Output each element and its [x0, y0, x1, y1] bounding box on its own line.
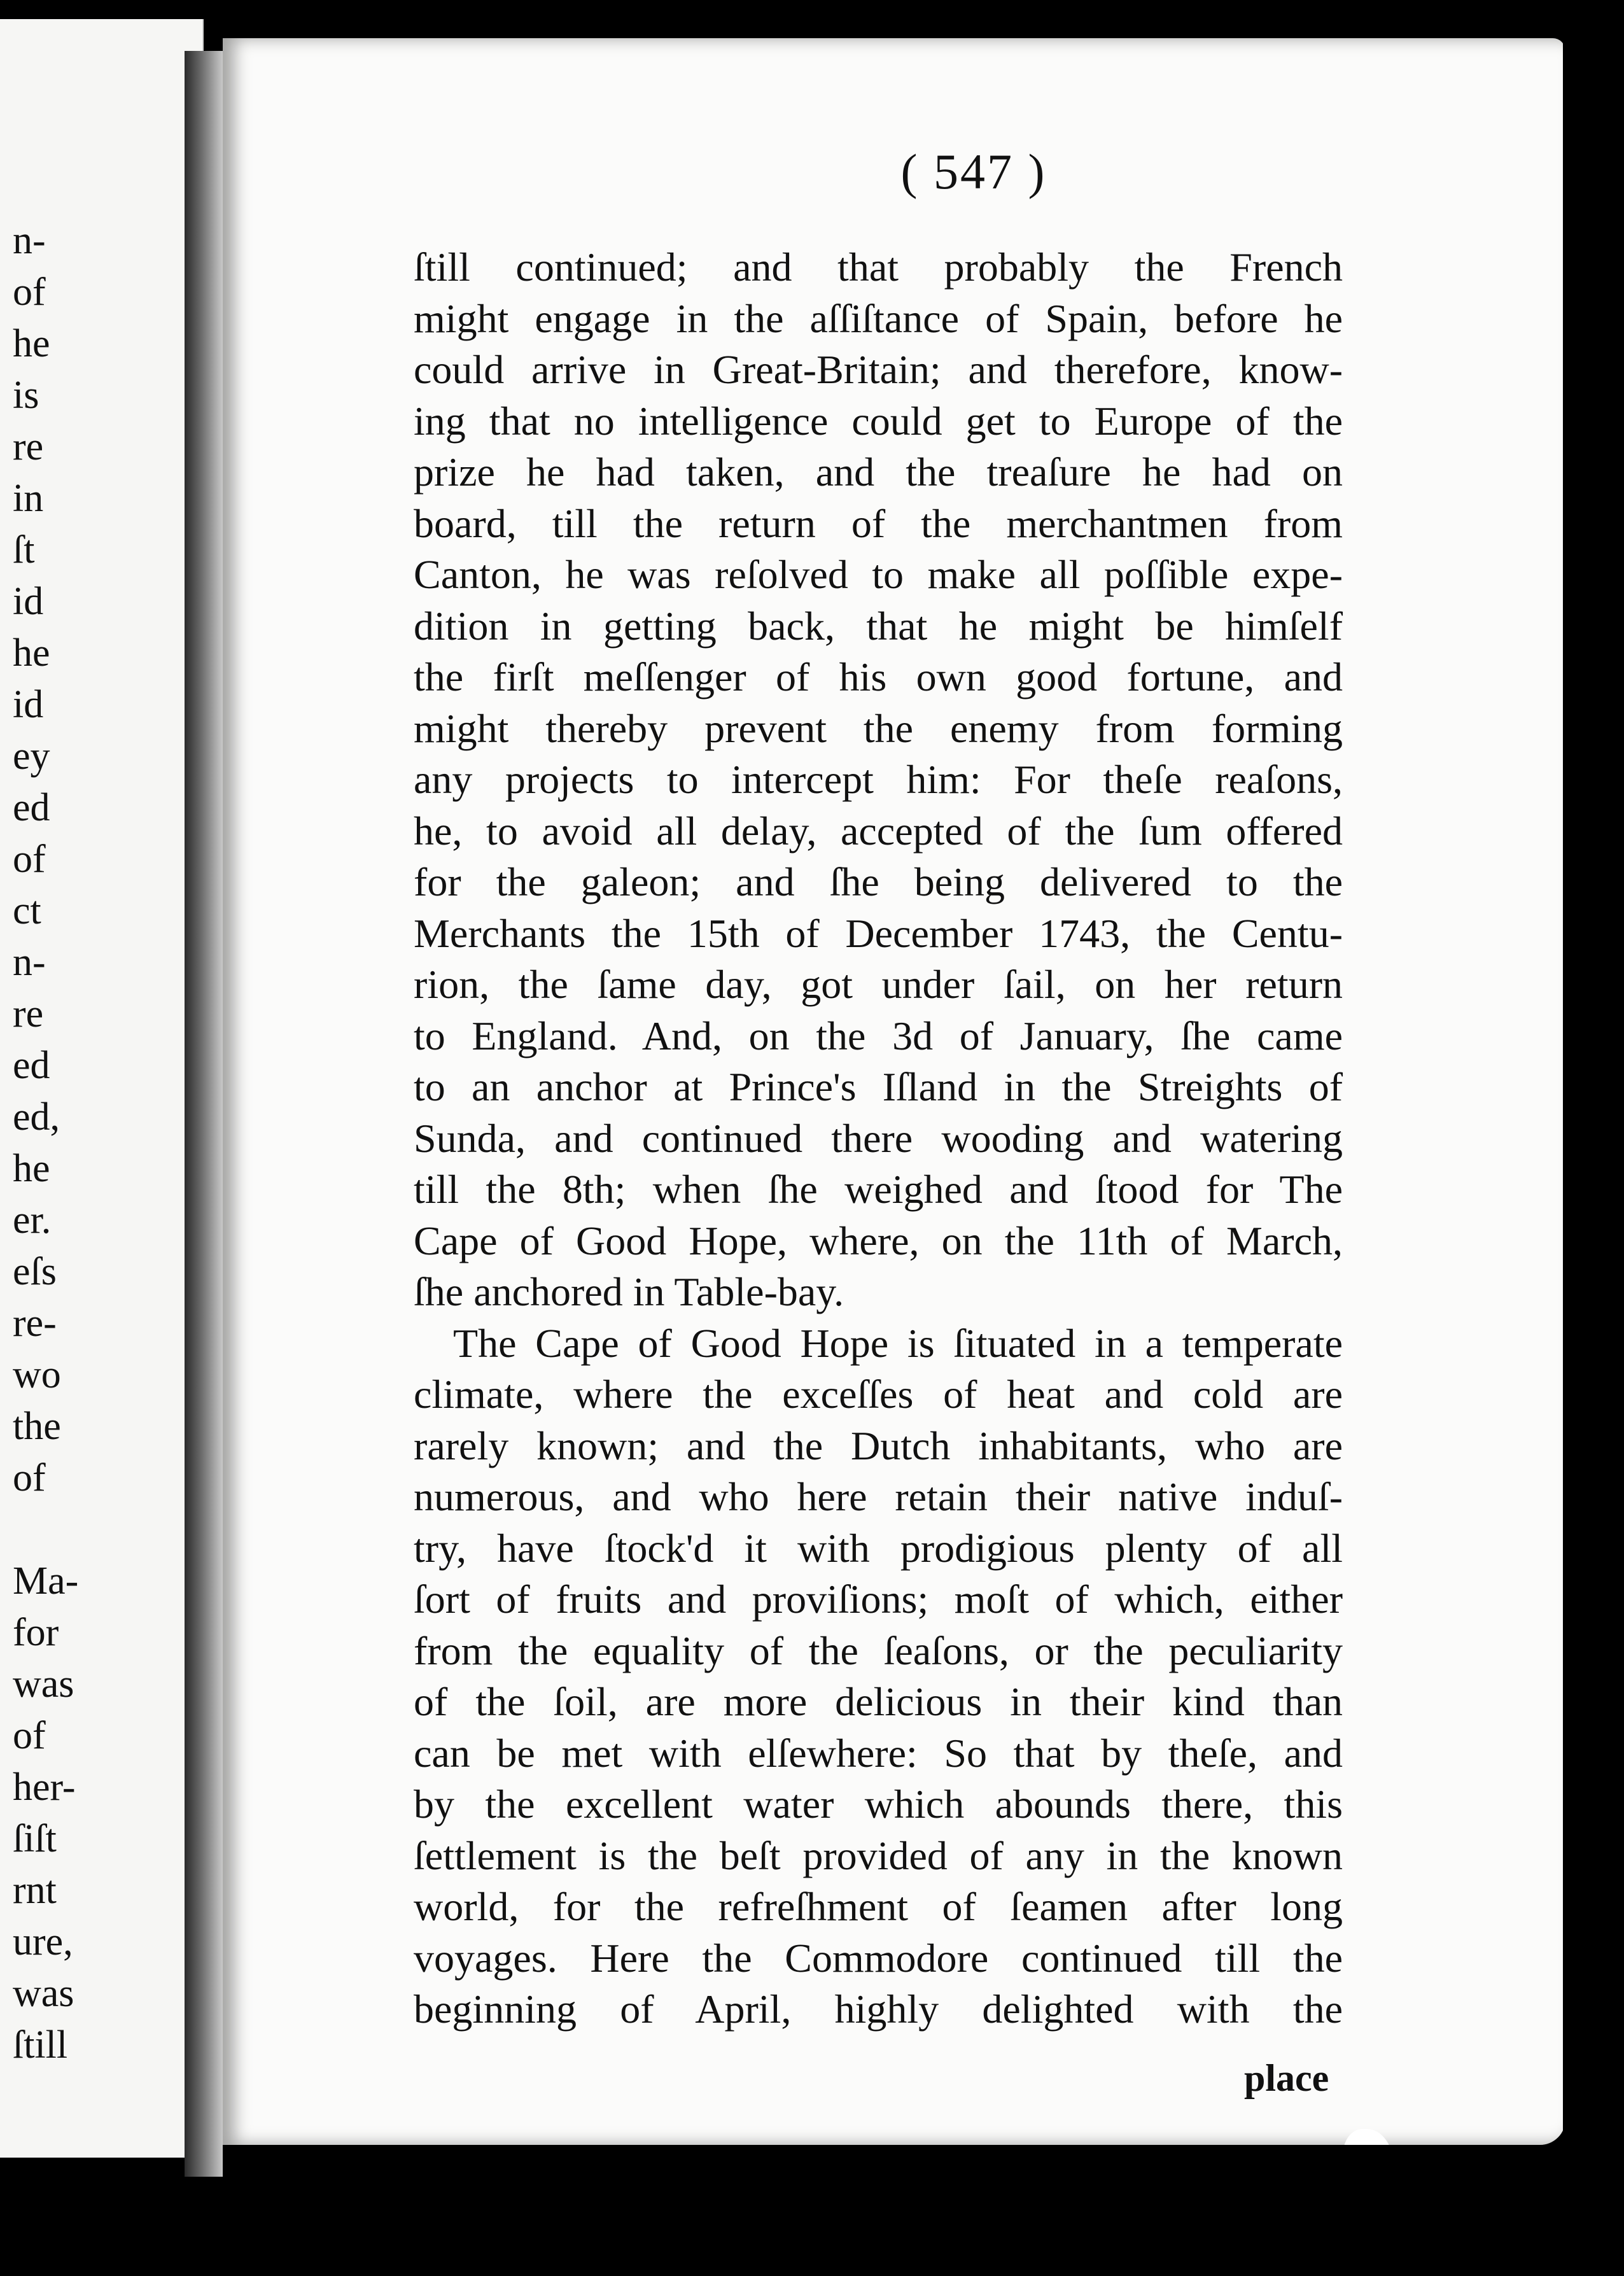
left-fragment: in: [13, 477, 44, 520]
text-line: rion, the ſame day, got under ſail, on her return: [414, 962, 1343, 1007]
left-fragment: ed,: [13, 1095, 60, 1139]
left-page-fragments: [13, 215, 197, 2071]
left-fragment: of: [13, 1456, 46, 1500]
text-line: climate, where the exceſſes of heat and cold are: [414, 1372, 1343, 1417]
left-fragment: n-: [13, 219, 46, 262]
left-fragment: of: [13, 838, 46, 881]
left-fragment: er.: [13, 1198, 52, 1242]
text-line: the firſt meſſenger of his own good fortune, and: [414, 654, 1343, 699]
text-line: dition in getting back, that he might be himſelf: [414, 603, 1343, 649]
left-fragment: of: [13, 1714, 46, 1757]
text-line: ing that no intelligence could get to Europe of the: [414, 398, 1343, 444]
left-fragment: for: [13, 1611, 59, 1654]
left-fragment: re-: [13, 1302, 57, 1345]
text-line: he, to avoid all delay, accepted of the ſum offered: [414, 808, 1343, 853]
left-fragment: was: [13, 1972, 74, 2015]
main-page: [223, 38, 1565, 2145]
left-fragment: id: [13, 683, 44, 726]
text-line: for the galeon; and ſhe being delivered to the: [414, 859, 1343, 904]
left-fragment: re: [13, 425, 44, 468]
text-line: to England. And, on the 3d of January, ſhe came: [414, 1013, 1343, 1058]
left-fragment: he: [13, 322, 50, 365]
left-fragment: ey: [13, 734, 50, 778]
text-line: prize he had taken, and the treaſure he had on: [414, 449, 1343, 495]
text-line: voyages. Here the Commodore continued till the: [414, 1935, 1343, 1981]
left-fragment: n-: [13, 941, 46, 984]
left-fragment: ſiſt: [13, 1817, 57, 1860]
left-fragment: ſtill: [13, 2023, 68, 2067]
text-line: might engage in the aſſiſtance of Spain, before he: [414, 295, 1343, 341]
left-fragment: id: [13, 580, 44, 623]
left-fragment: her-: [13, 1766, 76, 1809]
left-fragment: ure,: [13, 1920, 73, 1963]
left-fragment: he: [13, 631, 50, 675]
text-line: rarely known; and the Dutch inhabitants, who are: [414, 1422, 1343, 1468]
left-fragment: is: [13, 374, 39, 417]
text-line: Canton, he was reſolved to make all poſſible expe-: [414, 552, 1343, 597]
left-fragment: of: [13, 270, 46, 314]
paragraph-start-line: The Cape of Good Hope is ſituated in a temperate: [453, 1320, 1343, 1366]
left-fragment: eſs: [13, 1250, 57, 1293]
left-fragment: wo: [13, 1353, 61, 1396]
text-line: board, till the return of the merchantmen from: [414, 500, 1343, 546]
left-fragment: was: [13, 1662, 74, 1706]
left-fragment: Ma-: [13, 1559, 79, 1603]
text-line: from the equality of the ſeaſons, or the peculiarity: [414, 1627, 1343, 1673]
page-number: ( 547 ): [900, 144, 1047, 199]
text-line: by the excellent water which abounds there, this: [414, 1781, 1343, 1827]
left-fragment: he: [13, 1147, 50, 1190]
text-line: could arrive in Great-Britain; and therefore, know-: [414, 347, 1343, 392]
left-fragment: ed: [13, 786, 50, 829]
text-line: Sunda, and continued there wooding and watering: [414, 1115, 1343, 1161]
left-fragment: the: [13, 1405, 61, 1448]
text-line: to an anchor at Prince's Iſland in the Streights of: [414, 1064, 1343, 1109]
text-line: till the 8th; when ſhe weighed and ſtood for The: [414, 1167, 1343, 1212]
book-gutter: [185, 51, 223, 2177]
text-line: ſort of fruits and proviſions; moſt of which, either: [414, 1577, 1343, 1622]
text-line: can be met with elſewhere: So that by theſe, and: [414, 1730, 1343, 1776]
left-fragment: rnt: [13, 1869, 57, 1912]
left-fragment: ſt: [13, 528, 35, 572]
text-line: might thereby prevent the enemy from forming: [414, 705, 1343, 751]
left-fragment: ed: [13, 1044, 50, 1087]
text-line: of the ſoil, are more delicious in their kind than: [414, 1679, 1343, 1724]
left-facing-page: [0, 19, 204, 2158]
scan-border: [1563, 0, 1624, 2276]
paper-tear-mark: [1343, 2129, 1394, 2145]
text-line: numerous, and who here retain their native induſ-: [414, 1474, 1343, 1519]
text-line: beginning of April, highly delighted with the: [414, 1986, 1343, 2032]
text-line: world, for the refreſhment of ſeamen after long: [414, 1884, 1343, 1929]
left-fragment: [13, 1504, 197, 1556]
text-line: ſtill continued; and that probably the French: [414, 244, 1343, 290]
paragraph-end-line: ſhe anchored in Table-bay.: [414, 1269, 844, 1314]
text-line: any projects to intercept him: For theſe reaſons,: [414, 757, 1343, 802]
text-line: ſettlement is the beſt provided of any in the known: [414, 1832, 1343, 1878]
left-fragment: ct: [13, 889, 41, 932]
text-line: Cape of Good Hope, where, on the 11th of March,: [414, 1218, 1343, 1263]
left-fragment: re: [13, 992, 44, 1036]
text-line: try, have ſtock'd it with prodigious plenty of all: [414, 1525, 1343, 1571]
catchword: place: [1244, 2057, 1329, 2099]
body-text: [414, 242, 1343, 2035]
text-line: Merchants the 15th of December 1743, the Centu-: [414, 910, 1343, 956]
